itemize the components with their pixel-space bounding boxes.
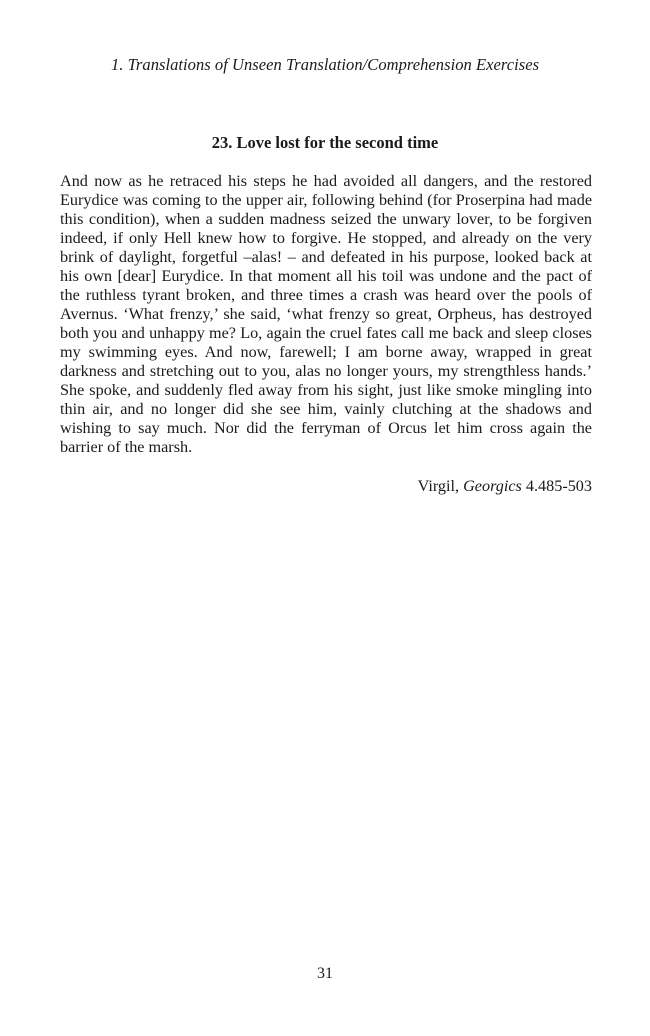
- section-title: 23. Love lost for the second time: [211, 133, 439, 152]
- running-head: 1. Translations of Unseen Translation/Comprehension Exercises: [110, 55, 540, 74]
- attribution-work: Georgics: [463, 477, 522, 495]
- attribution-author: Virgil,: [417, 477, 460, 495]
- page-number: 31: [317, 965, 333, 982]
- attribution: [418, 477, 592, 496]
- translation-paragraph: And now as he retraced his steps he had avoided all dangers, and the restored Eurydice was coming to the upper air, following behind (for Proserpina had made this condition), when a sudden madness seized the unwary lover, to be forgiven indeed, if only Hell knew how to forgive. He stopped, and already on the very brink of daylight, forgetful –alas! – and defeated in his purpose, looked back at his own [dear] Eurydice. In that moment all his toil was undone and the pact of the ruthless tyrant broken, and three times a crash was heard over the pools of Avernus. ‘What frenzy,’ she said, ‘what frenzy so great, Orpheus, has destroyed both you and unhappy me? Lo, again the cruel fates call me back and sleep closes my swimming eyes. And now, farewell; I am borne away, wrapped in great darkness and stretching out to you, alas no longer yours, my strengthless hands.’ She spoke, and suddenly fled away from his sight, just like smoke mingling into thin air, and no longer did she see him, vainly clutching at the shadows and wishing to say much. Nor did the ferryman of Orcus let him cross again the barrier of the marsh.: [60, 172, 592, 456]
- attribution-reference: 4.485-503: [525, 477, 592, 495]
